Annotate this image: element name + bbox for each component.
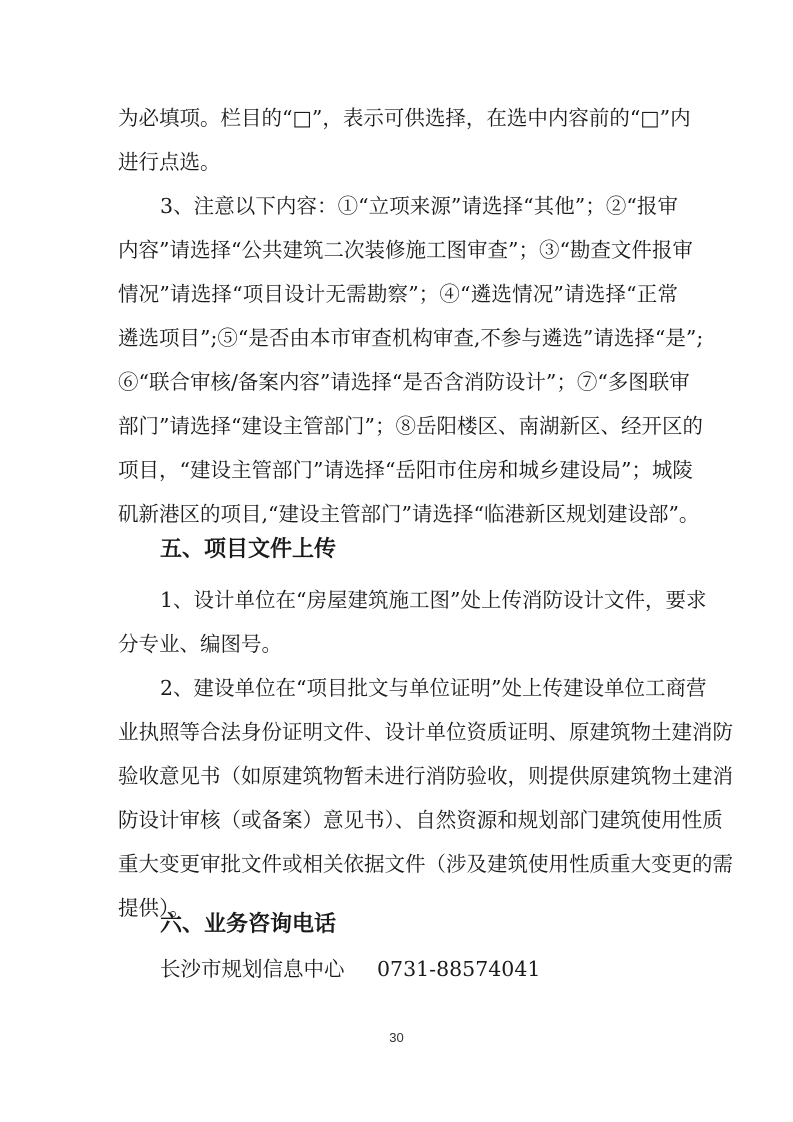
- section-heading: 六、业务咨询电话: [160, 912, 337, 937]
- paragraph-line: 分专业、编图号。: [118, 632, 282, 656]
- paragraph-line: 部门”请选择“建设主管部门”；⑧岳阳楼区、南湖新区、经开区的: [118, 414, 703, 438]
- paragraph-line: 验收意见书（如原建筑物暂未进行消防验收，则提供原建筑物土建消: [118, 764, 733, 788]
- contact-name: 长沙市规划信息中心: [160, 957, 345, 981]
- paragraph-line: 重大变更审批文件或相关依据文件（涉及建筑使用性质重大变更的需: [118, 852, 733, 876]
- paragraph-line: 提供）。: [118, 896, 190, 920]
- page-number: 30: [389, 1030, 404, 1045]
- paragraph-line: 防设计审核（或备案）意见书）、自然资源和规划部门建筑使用性质: [118, 808, 723, 832]
- paragraph-line: 1、设计单位在“房屋建筑施工图”处上传消防设计文件，要求: [160, 588, 707, 612]
- contact-phone: 0731-88574041: [377, 957, 541, 981]
- paragraph-line: 情况”请选择“项目设计无需勘察”；④“遴选情况”请选择“正常: [118, 282, 678, 306]
- paragraph-line: 2、建设单位在“项目批文与单位证明”处上传建设单位工商营: [160, 676, 707, 700]
- paragraph-line: 遴选项目”;⑤“是否由本市审查机构审查,不参与遴选”请选择“是”;: [118, 326, 704, 350]
- paragraph-line: 矶新港区的项目,“建设主管部门”请选择“临港新区规划建设部”。: [118, 502, 700, 526]
- paragraph-line: 进行点选。: [118, 150, 221, 174]
- section-heading: 五、项目文件上传: [160, 537, 337, 562]
- paragraph-line: ⑥“联合审核/备案内容”请选择“是否含消防设计”；⑦“多图联审: [118, 370, 690, 394]
- paragraph-line: 项目，“建设主管部门”请选择“岳阳市住房和城乡建设局”；城陵: [118, 458, 693, 482]
- paragraph-line: 为必填项。栏目的“□”，表示可供选择，在选中内容前的“□”内: [118, 106, 691, 130]
- paragraph-line: 3、注意以下内容：①“立项来源”请选择“其他”；②“报审: [160, 194, 678, 218]
- paragraph-line: 业执照等合法身份证明文件、设计单位资质证明、原建筑物土建消防: [118, 720, 733, 744]
- paragraph-line: 内容”请选择“公共建筑二次装修施工图审查”；③“勘查文件报审: [118, 238, 693, 262]
